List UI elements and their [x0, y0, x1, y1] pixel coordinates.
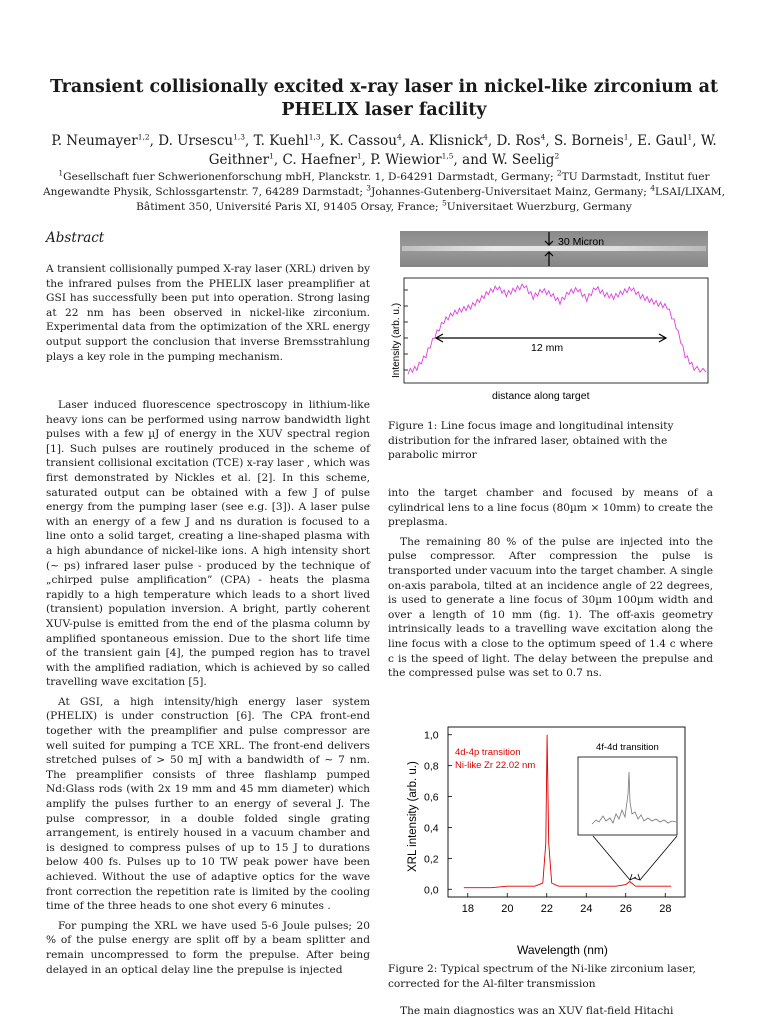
spectrum-xlabel: Wavelength (nm)	[517, 943, 608, 957]
length-label: 12 mm	[531, 342, 564, 354]
affiliation: $^5$Universitaet Wuerzburg, Germany	[442, 198, 632, 214]
transition-label-2: Ni-like Zr 22.02 nm	[455, 760, 536, 771]
transition-label-1: 4d-4p transition	[455, 747, 521, 758]
right-column-end	[388, 1004, 713, 1024]
profile-ylabel: Intensity (arb. u.)	[391, 302, 402, 378]
y-tick-label: 0,4	[424, 822, 439, 835]
paragraph: Laser induced fluorescence spectroscopy in lithium-like heavy ions can be performed using narrow bandwidth light pulses with a few µJ of energy in the XUV spectral region [1]. Such pulses are routinely produced in the scheme of transient collisional excitation (TCE) x-ray laser , which was first demonstrated by Nickles et al. [2]. In this scheme, saturated output can be obtained with a few J of pulse energy from the pumping laser (see e.g. [3]). A laser pulse with an energy of a few J and ns duration is focused to a line onto a solid target, creating a line-shaped plasma with a high abundance of nickel-like ions. A high intensity short (∼ ps) infrared laser pulse - produced by the technique of „chirped pulse amplification” (CPA) - heats the plasma rapidly to a high temperature which leads to a short lived (transient) population inversion. A bright, partly coherent XUV-pulse is emitted from the end of the plasma column by amplified spontaneous emission. Due to the short life time of the transient gain [4], the pumped region has to travel with the amplified radiation, which is achieved by so called travelling wave excitation [5].	[46, 399, 370, 689]
paragraph: At GSI, a high intensity/high energy laser system (PHELIX) is under construction [6]. The CPA front-end together with the preamplifier and pulse compressor are well suited for pumping a TCE XRL. The front-end delivers stretched pulses of > 50 mJ with a bandwidth of ∼ 7 nm. The preamplifier consists of three flashlamp pumped Nd:Glass rods (with 2x 19 mm and 45 mm diameter) which amplify the pulses further to an energy of several J. The pulse compressor, in a double folded single grating arrangement, is entirely housed in a vacuum chamber and is designed to compress pulses of up to 15 J to durations below 400 fs. Pulses up to 10 TW peak power have been achieved. Without the use of adaptive optics for the wave front correction the repetition rate is limited by the cooling time of the three heads to one shot every 6 minutes .	[46, 695, 370, 913]
inset-pointer-1	[593, 836, 630, 880]
x-tick-label: 26	[619, 903, 632, 915]
affiliation: $^2$TU Darmstadt, Institut fuer Angewandte Physik, Schlossgartenstr. 7, 64289 Darmstadt;	[43, 168, 710, 199]
paragraph: The main diagnostics was an XUV flat-field Hitachi	[400, 1005, 674, 1017]
author: P. Wiewior$^{1,5}$	[370, 151, 454, 168]
affiliation: $^1$Gesellschaft fuer Schwerionenforschung mbH, Planckstr. 1, D-64291 Darmstadt, Germany;	[58, 168, 554, 183]
figure-2-caption: Figure 2: Typical spectrum of the Ni-like zirconium laser, corrected for the Al-filter transmission	[388, 963, 696, 990]
author: W. Seelig$^2$	[491, 151, 560, 168]
author: C. Haefner$^1$	[282, 151, 362, 168]
author: S. Borneis$^1$	[554, 132, 629, 149]
y-tick-label: 0,8	[424, 760, 439, 773]
profile-xlabel: distance along target	[492, 390, 590, 402]
profile-frame	[404, 278, 708, 383]
x-tick-label: 22	[540, 903, 553, 915]
paragraph: The remaining 80 % of the pulse are injected into the pulse compressor. After compression the pulse is transported under vacuum into the target chamber. A single on-axis parabola, tilted at an incidence angle of 22 degrees, is used to generate a line focus of 30µm 100µm width and over a length of 10 mm (fig. 1). The off-axis geometry intrinsically leads to a travelling wave excitation along the line focus with a close to the optimum speed of 1.4 c where c is the speed of light. The delay between the prepulse and the compressed pulse was set to 0.7 ns.	[388, 535, 713, 680]
author: P. Neumayer$^{1,2}$	[51, 132, 150, 149]
author: E. Gaul$^1$	[637, 132, 693, 149]
author-list: P. Neumayer$^{1,2}$, D. Ursescu$^{1,3}$, T. Kuehl$^{1,3}$, K. Cassou$^4$, A. Klisnick$^4$, D. Ros$^4$, S. Borneis$^1$, E. Gaul$^1$, W. Geithner$^1$, C. Haefner$^1$, P. Wiewior$^{1,5}$, and W. Seelig$^2$	[51, 132, 717, 168]
paper-title: Transient collisionally excited x-ray laser in nickel-like zirconium at PHELIX laser facility	[49, 77, 719, 120]
x-tick-label: 20	[501, 903, 514, 915]
y-ticks	[404, 290, 408, 370]
affiliations	[30, 170, 738, 216]
left-column	[46, 398, 370, 982]
y-tick-label: 0,2	[424, 853, 439, 866]
abstract-heading: Abstract	[46, 230, 105, 246]
x-tick-label: 24	[580, 903, 593, 915]
paragraph: For pumping the XRL we have used 5-6 Joule pulses; 20 % of the pulse energy are split off by a beam splitter and remain uncompressed to form the prepulse. After being delayed in an optical delay line the prepulse is injected	[46, 919, 370, 976]
paragraph: into the target chamber and focused by means of a cylindrical lens to a line focus (80µm × 10mm) to create the preplasma.	[388, 487, 713, 529]
y-tick-label: 1,0	[424, 729, 439, 742]
focus-line	[402, 246, 706, 251]
right-column	[388, 486, 713, 686]
y-tick-label: 0,6	[424, 791, 439, 804]
figure-2	[400, 722, 700, 957]
intensity-profile	[408, 284, 706, 374]
figure-1-caption: Figure 1: Line focus image and longitudinal intensity distribution for the infrared laser, obtained with the parabolic mirror	[388, 420, 674, 462]
abstract-text: A transient collisionally pumped X-ray laser (XRL) driven by the infrared pulses from the PHELIX laser preamplifier at GSI has successfully been put into operation. Strong lasing at 22 nm has been observed in nickel-like zirconium. Experimental data from the optimization of the XRL energy output support the conclusion that inverse Bremsstrahlung plays a key role in the pumping mechanism.	[46, 263, 370, 363]
abstract	[46, 262, 370, 369]
author: W. Geithner$^1$	[208, 133, 717, 168]
spectrum-ylabel: XRL intensity (arb. u.)	[407, 761, 419, 872]
author: A. Klisnick$^4$	[410, 132, 488, 149]
inset-label: 4f-4d transition	[596, 742, 659, 753]
affiliation: $^4$LSAI/LIXAM, Bâtiment 350, Université Paris XI, 91405 Orsay, France;	[136, 183, 725, 214]
author: K. Cassou$^4$	[329, 132, 402, 149]
author: D. Ros$^4$	[496, 132, 546, 149]
affiliation: $^3$Johannes-Gutenberg-Universitaet Mainz, Germany;	[366, 183, 647, 199]
x-tick-label: 18	[461, 903, 474, 915]
author: T. Kuehl$^{1,3}$	[253, 132, 321, 149]
figure-2-svg	[400, 722, 700, 957]
scale-label: 30 Micron	[558, 236, 605, 248]
figure-1	[388, 228, 718, 403]
author: D. Ursescu$^{1,3}$	[158, 132, 246, 149]
figure-1-svg	[388, 228, 718, 403]
inset-pointer-2	[640, 836, 677, 880]
x-tick-label: 28	[659, 903, 672, 915]
y-tick-label: 0,0	[424, 884, 439, 897]
